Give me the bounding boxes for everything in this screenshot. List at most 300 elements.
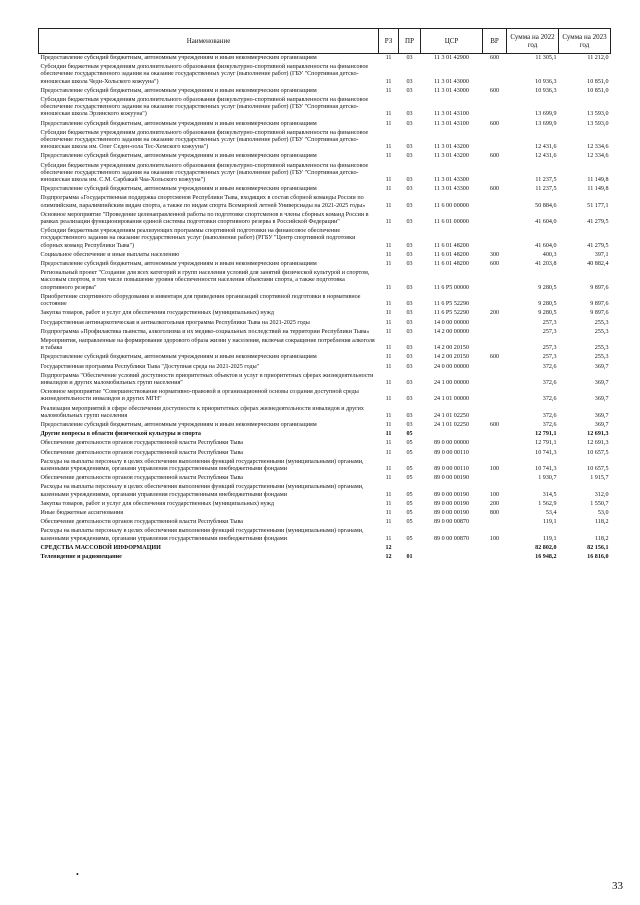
row-sum-2022: 119,1 bbox=[543, 519, 557, 526]
row-sum-2023: 255,3 bbox=[594, 319, 609, 326]
row-csr: 11 3 01 43100 bbox=[434, 111, 469, 118]
table-row bbox=[39, 227, 611, 251]
row-vr bbox=[483, 372, 507, 388]
row-sum-2022: 10 741,3 bbox=[535, 465, 557, 472]
row-vr: 600 bbox=[489, 421, 500, 428]
row-sum-2023: 369,7 bbox=[594, 396, 609, 403]
table-row bbox=[39, 527, 611, 543]
row-csr: 24 1 01 00000 bbox=[433, 396, 470, 403]
row-csr: 11 6 P5 52290 bbox=[433, 301, 470, 308]
row-rz: 11 bbox=[385, 412, 392, 419]
row-name: Предоставление субсидий бюджетным, автономным учреждениям и иным некоммерческим организациям bbox=[40, 153, 317, 160]
row-sum-2023: 1 550,7 bbox=[590, 500, 609, 507]
row-pr bbox=[399, 544, 421, 553]
row-sum-2023: 397,1 bbox=[594, 251, 609, 258]
row-rz: 11 bbox=[385, 120, 392, 127]
row-csr: 11 6 01 48200 bbox=[434, 251, 469, 258]
row-vr: 800 bbox=[489, 509, 500, 516]
row-rz: 11 bbox=[385, 251, 392, 258]
row-vr bbox=[483, 518, 507, 527]
row-sum-2023: 82 156,1 bbox=[587, 544, 609, 551]
row-name: Социальное обеспечение и иные выплаты населению bbox=[40, 251, 180, 258]
table-body bbox=[39, 54, 611, 563]
row-rz: 11 bbox=[385, 354, 392, 361]
row-name: Расходы на выплаты персоналу в целях обеспечения выполнения функций государственными (муниципальными) органами, казенными учреждениями, органами управления государственными внебюджетными фондами bbox=[40, 458, 364, 472]
row-csr: 89 0 00 00190 bbox=[433, 491, 470, 498]
row-pr: 03 bbox=[406, 242, 413, 249]
row-pr: 03 bbox=[406, 328, 413, 335]
row-csr: 11 6 01 48200 bbox=[434, 261, 469, 268]
table-row bbox=[39, 439, 611, 448]
row-vr: 600 bbox=[489, 186, 500, 193]
row-csr: 24 1 01 02250 bbox=[433, 421, 470, 428]
row-vr bbox=[483, 129, 507, 153]
row-rz: 11 bbox=[385, 177, 392, 184]
table-row bbox=[39, 120, 611, 129]
row-sum-2023: 369,7 bbox=[594, 421, 609, 428]
row-sum-2022: 314,5 bbox=[542, 491, 557, 498]
row-rz: 11 bbox=[385, 535, 392, 542]
row-vr bbox=[483, 337, 507, 353]
header-name: Наименование bbox=[39, 29, 379, 54]
row-name: Реализация мероприятий в сфере обеспечения доступности к приоритетных сферах жизнедеятельности инвалидов и других маломобильных групп населения bbox=[40, 405, 364, 419]
row-rz: 11 bbox=[385, 500, 392, 507]
row-sum-2022: 53,4 bbox=[545, 509, 557, 516]
row-pr: 05 bbox=[406, 475, 413, 482]
row-vr bbox=[483, 319, 507, 328]
table-row bbox=[39, 87, 611, 96]
row-name: Закупка товаров, работ и услуг для обеспечения государственных (муниципальных) нужд bbox=[40, 500, 274, 507]
row-name: Государственная антинаркотическая и антиалкогольная программа Республики Тыва на 2021-2025 годы bbox=[40, 319, 310, 326]
table-row bbox=[39, 319, 611, 328]
row-pr: 03 bbox=[406, 78, 413, 85]
row-pr: 05 bbox=[406, 535, 413, 542]
row-vr bbox=[483, 227, 507, 251]
row-sum-2023: 369,7 bbox=[594, 379, 609, 386]
row-pr: 05 bbox=[406, 500, 413, 507]
row-sum-2023: 369,7 bbox=[594, 363, 609, 370]
table-row bbox=[39, 293, 611, 309]
row-pr: 03 bbox=[406, 202, 413, 209]
row-csr: 24 0 00 00000 bbox=[433, 363, 470, 370]
row-sum-2022: 257,3 bbox=[542, 319, 557, 326]
row-name: Региональный проект "Создание для всех категорий и групп населения условий для занятий физической культурой и спортом, массовым спортом, в том числе повышение уровня обеспеченности населения объектами спорта, а также подготовка спортивного резерва" bbox=[40, 270, 370, 291]
row-pr: 05 bbox=[406, 440, 413, 447]
row-csr: 11 3 01 43200 bbox=[434, 144, 469, 151]
row-csr: 89 0 00 00190 bbox=[433, 500, 470, 507]
row-csr bbox=[421, 430, 483, 439]
table-row bbox=[39, 372, 611, 388]
row-sum-2022: 12 791,1 bbox=[535, 440, 557, 447]
row-sum-2023: 255,3 bbox=[594, 345, 609, 352]
row-sum-2022: 400,3 bbox=[542, 251, 557, 258]
table-row bbox=[39, 430, 611, 439]
row-pr: 03 bbox=[406, 153, 413, 160]
row-sum-2023: 10 657,5 bbox=[587, 449, 609, 456]
row-name: Предоставление субсидий бюджетным, автономным учреждениям и иным некоммерческим организациям bbox=[40, 421, 317, 428]
table-row bbox=[39, 363, 611, 372]
row-rz: 11 bbox=[385, 475, 392, 482]
row-sum-2023: 11 149,8 bbox=[587, 177, 609, 184]
row-rz: 11 bbox=[385, 519, 392, 526]
row-vr: 200 bbox=[489, 310, 500, 317]
row-csr: 14 2 00 20150 bbox=[433, 354, 470, 361]
row-vr bbox=[483, 293, 507, 309]
row-pr: 03 bbox=[406, 319, 413, 326]
row-sum-2022: 119,1 bbox=[543, 535, 557, 542]
row-sum-2022: 372,6 bbox=[542, 421, 557, 428]
row-name: Подпрограмма "Обеспечение условий доступности приоритетных объектов и услуг в приоритетных сферах жизнедеятельности инвалидов и других маломобильных групп населения" bbox=[40, 372, 374, 386]
table-row bbox=[39, 194, 611, 210]
row-sum-2023: 118,2 bbox=[595, 535, 609, 542]
row-rz: 11 bbox=[385, 144, 392, 151]
table-row bbox=[39, 129, 611, 153]
row-sum-2023: 10 851,0 bbox=[587, 78, 609, 85]
row-rz: 12 bbox=[385, 553, 392, 560]
row-vr bbox=[483, 449, 507, 458]
table-row bbox=[39, 544, 611, 553]
row-csr: 89 0 00 00870 bbox=[433, 535, 470, 542]
row-sum-2023: 10 851,0 bbox=[587, 87, 609, 94]
table-header-row bbox=[39, 29, 611, 54]
table-row bbox=[39, 251, 611, 260]
row-sum-2022: 12 431,6 bbox=[535, 153, 557, 160]
row-sum-2023: 312,0 bbox=[594, 491, 609, 498]
row-rz: 11 bbox=[385, 186, 392, 193]
row-csr: 11 3 01 43000 bbox=[434, 87, 469, 94]
row-vr bbox=[483, 328, 507, 337]
row-sum-2022: 13 699,9 bbox=[535, 120, 557, 127]
row-pr: 03 bbox=[406, 421, 413, 428]
header-sum-2023: Сумма на 2023 год bbox=[559, 29, 611, 54]
row-rz: 11 bbox=[385, 440, 392, 447]
row-name: Закупка товаров, работ и услуг для обеспечения государственных (муниципальных) нужд bbox=[40, 310, 274, 317]
table-row bbox=[39, 162, 611, 186]
row-vr bbox=[483, 63, 507, 87]
table-row bbox=[39, 388, 611, 404]
row-pr: 01 bbox=[406, 553, 413, 560]
row-vr bbox=[483, 194, 507, 210]
row-pr: 05 bbox=[406, 449, 413, 456]
row-vr: 600 bbox=[489, 153, 500, 160]
row-sum-2022: 10 741,3 bbox=[535, 449, 557, 456]
row-sum-2023: 9 897,6 bbox=[590, 284, 609, 291]
row-csr: 89 0 00 00110 bbox=[434, 449, 469, 456]
row-name: Другие вопросы в области физической культуры и спорта bbox=[40, 431, 201, 438]
row-sum-2022: 9 280,5 bbox=[538, 310, 557, 317]
row-pr: 05 bbox=[406, 509, 413, 516]
row-sum-2023: 9 897,6 bbox=[590, 301, 609, 308]
row-sum-2023: 12 691,3 bbox=[587, 431, 609, 438]
row-sum-2023: 9 897,6 bbox=[590, 310, 609, 317]
row-pr: 03 bbox=[406, 284, 413, 291]
row-pr: 03 bbox=[406, 87, 413, 94]
row-pr: 03 bbox=[406, 379, 413, 386]
row-sum-2022: 11 305,1 bbox=[535, 55, 557, 61]
row-sum-2022: 372,6 bbox=[542, 363, 557, 370]
row-rz: 11 bbox=[385, 363, 392, 370]
table-row bbox=[39, 328, 611, 337]
row-vr bbox=[483, 439, 507, 448]
row-pr: 05 bbox=[406, 491, 413, 498]
row-sum-2022: 13 699,9 bbox=[535, 111, 557, 118]
row-name: Иные бюджетные ассигнования bbox=[40, 509, 124, 516]
row-rz: 11 bbox=[385, 219, 392, 226]
row-pr: 03 bbox=[406, 120, 413, 127]
row-rz: 11 bbox=[385, 491, 392, 498]
row-name: Основное мероприятие "Совершенствование нормативно-правовой и организационной основы создания доступной среды жизнедеятельности инвалидов и других МГН" bbox=[40, 389, 359, 403]
row-sum-2022: 257,3 bbox=[542, 354, 557, 361]
row-rz: 11 bbox=[385, 379, 392, 386]
row-name: Предоставление субсидий бюджетным, автономным учреждениям и иным некоммерческим организациям bbox=[40, 354, 317, 361]
row-sum-2023: 10 657,5 bbox=[587, 465, 609, 472]
row-csr: 89 0 00 00190 bbox=[433, 475, 470, 482]
row-csr: 24 1 00 00000 bbox=[433, 379, 470, 386]
row-rz: 11 bbox=[385, 328, 392, 335]
row-csr: 11 3 01 43300 bbox=[434, 186, 469, 193]
row-pr: 03 bbox=[406, 251, 413, 258]
row-vr bbox=[483, 363, 507, 372]
row-pr: 03 bbox=[406, 301, 413, 308]
row-csr: 11 3 01 43100 bbox=[434, 120, 469, 127]
row-rz: 11 bbox=[385, 421, 392, 428]
row-vr bbox=[483, 430, 507, 439]
row-vr bbox=[483, 553, 507, 562]
row-rz: 11 bbox=[385, 87, 392, 94]
row-sum-2022: 41 604,0 bbox=[535, 242, 557, 249]
row-sum-2022: 50 884,6 bbox=[535, 202, 557, 209]
table-row bbox=[39, 211, 611, 227]
row-csr: 11 3 01 43300 bbox=[434, 177, 469, 184]
row-name: СРЕДСТВА МАССОВОЙ ИНФОРМАЦИИ bbox=[40, 544, 161, 551]
row-pr: 03 bbox=[406, 363, 413, 370]
row-name: Субсидии бюджетным учреждениям дополнительного образования физкультурно-спортивной направленности на финансовое обеспечение государственного задания на оказание государственных услуг (выполнение работ) (ГБУ "Спортивная детско-юношеская школа им. Олег Седен-оола Тес-Хемского кожууна") bbox=[40, 129, 369, 151]
row-vr: 100 bbox=[489, 491, 500, 498]
row-sum-2022: 12 791,1 bbox=[535, 431, 557, 438]
row-vr: 100 bbox=[489, 535, 500, 542]
page-number: 33 bbox=[612, 880, 623, 892]
row-csr: 89 0 00 00110 bbox=[434, 465, 469, 472]
row-sum-2023: 1 915,7 bbox=[590, 475, 609, 482]
header-csr: ЦСР bbox=[421, 29, 483, 54]
row-pr: 03 bbox=[406, 177, 413, 184]
row-rz: 11 bbox=[385, 431, 392, 438]
row-rz: 11 bbox=[385, 242, 392, 249]
row-sum-2022: 9 280,5 bbox=[538, 301, 557, 308]
row-vr: 600 bbox=[489, 261, 500, 268]
table-row bbox=[39, 63, 611, 87]
row-rz: 11 bbox=[385, 261, 392, 268]
row-pr: 05 bbox=[406, 465, 413, 472]
row-vr: 200 bbox=[489, 500, 500, 507]
budget-table-sheet bbox=[38, 28, 610, 562]
row-rz: 11 bbox=[385, 153, 392, 160]
row-sum-2023: 118,2 bbox=[595, 519, 609, 526]
row-csr: 11 3 01 42900 bbox=[434, 55, 469, 61]
row-csr: 11 3 01 43000 bbox=[434, 78, 469, 85]
row-name: Обеспечение деятельности органов государственной власти Республики Тыва bbox=[40, 475, 243, 482]
row-sum-2022: 10 936,3 bbox=[535, 78, 557, 85]
row-csr: 11 3 01 43200 bbox=[434, 153, 469, 160]
row-sum-2022: 16 948,2 bbox=[535, 553, 557, 560]
table-row bbox=[39, 509, 611, 518]
table-row bbox=[39, 353, 611, 362]
row-sum-2022: 41 604,0 bbox=[535, 219, 557, 226]
header-vr: ВР bbox=[483, 29, 507, 54]
row-vr: 600 bbox=[489, 87, 500, 94]
table-row bbox=[39, 260, 611, 269]
row-vr bbox=[483, 162, 507, 186]
row-rz: 11 bbox=[385, 465, 392, 472]
row-pr: 03 bbox=[406, 144, 413, 151]
row-sum-2022: 372,6 bbox=[542, 412, 557, 419]
row-rz: 11 bbox=[385, 310, 392, 317]
header-sum-2022: Сумма на 2022 год bbox=[507, 29, 559, 54]
row-sum-2023: 41 279,5 bbox=[587, 219, 609, 226]
row-rz: 11 bbox=[385, 202, 392, 209]
row-vr bbox=[483, 405, 507, 421]
row-vr: 600 bbox=[489, 55, 500, 61]
row-sum-2022: 82 802,0 bbox=[535, 544, 557, 551]
row-vr: 100 bbox=[489, 465, 500, 472]
row-sum-2022: 41 203,8 bbox=[535, 261, 557, 268]
margin-mark: • bbox=[76, 870, 79, 879]
row-sum-2023: 369,7 bbox=[594, 412, 609, 419]
table-row bbox=[39, 553, 611, 562]
row-sum-2022: 12 431,6 bbox=[535, 144, 557, 151]
row-rz: 11 bbox=[385, 55, 392, 61]
row-sum-2023: 12 334,6 bbox=[587, 144, 609, 151]
row-sum-2022: 11 237,5 bbox=[535, 186, 557, 193]
row-name: Мероприятия, направленные на формирование здорового образа жизни у населения, включая сокращение потребления алкоголя и табака bbox=[40, 337, 375, 352]
row-vr bbox=[483, 388, 507, 404]
table-row bbox=[39, 309, 611, 318]
row-sum-2023: 13 593,0 bbox=[587, 111, 609, 118]
row-vr bbox=[483, 211, 507, 227]
row-csr: 14 2 00 20150 bbox=[433, 345, 470, 352]
row-csr bbox=[421, 553, 483, 562]
row-pr: 03 bbox=[406, 354, 413, 361]
row-name: Субсидии бюджетным учреждениям дополнительного образования физкультурно-спортивной направленности на финансовое обеспечение государственного задания на оказание государственных услуг (выполнение работ) (ГБУ "Спортивная детско-юношеская школа им. С.М. Сарбакай Чаа-Хольского кожууна") bbox=[40, 162, 369, 184]
row-sum-2023: 16 816,0 bbox=[587, 553, 609, 560]
row-name: Предоставление субсидий бюджетным, автономным учреждениям и иным некоммерческим организациям bbox=[40, 55, 317, 61]
row-csr: 11 6 01 00000 bbox=[434, 219, 469, 226]
row-name: Субсидии бюджетным учреждениям дополнительного образования физкультурно-спортивной направленности на финансовое обеспечение государственного задания на оказание государственных услуг (выполнение работ) (ГБУ "Спортивная детско-юношеская школа Эрзинского кожууна") bbox=[40, 97, 369, 118]
table-row bbox=[39, 483, 611, 499]
row-rz: 11 bbox=[385, 111, 392, 118]
row-csr: 11 6 01 48200 bbox=[434, 242, 469, 249]
row-vr: 600 bbox=[489, 120, 500, 127]
table-row bbox=[39, 449, 611, 458]
table-row bbox=[39, 337, 611, 353]
row-csr: 24 1 01 02250 bbox=[433, 412, 470, 419]
row-pr: 03 bbox=[406, 310, 413, 317]
row-csr: 11 6 P5 52290 bbox=[433, 310, 470, 317]
row-name: Обеспечение деятельности органов государственной власти Республики Тыва bbox=[40, 519, 243, 526]
table-row bbox=[39, 185, 611, 194]
row-rz: 11 bbox=[385, 449, 392, 456]
row-csr: 89 0 00 00000 bbox=[433, 440, 470, 447]
table-row bbox=[39, 54, 611, 64]
table-row bbox=[39, 152, 611, 161]
row-pr: 05 bbox=[406, 431, 413, 438]
row-sum-2023: 53,0 bbox=[597, 509, 609, 516]
row-rz: 11 bbox=[385, 396, 392, 403]
row-csr: 89 0 00 00190 bbox=[433, 509, 470, 516]
row-name: Приобретение спортивного оборудования и инвентаря для приведения организаций спортивной подготовки в нормативное состояние bbox=[40, 293, 361, 308]
row-sum-2023: 13 593,0 bbox=[587, 120, 609, 127]
row-name: Обеспечение деятельности органов государственной власти Республики Тыва bbox=[40, 449, 243, 456]
row-vr bbox=[483, 544, 507, 553]
row-sum-2023: 255,3 bbox=[594, 354, 609, 361]
row-sum-2022: 10 936,3 bbox=[535, 87, 557, 94]
row-sum-2023: 11 149,8 bbox=[587, 186, 609, 193]
row-name: Основное мероприятие "Проведение целенаправленной работы по подготовке спортсменов в члены сборных команд России в рамках реализации функционирования единой системы подготовки спортивного резерва в Российской Федерации" bbox=[40, 211, 369, 226]
row-pr: 05 bbox=[406, 519, 413, 526]
row-rz: 11 bbox=[385, 284, 392, 291]
row-sum-2022: 11 237,5 bbox=[535, 177, 557, 184]
row-sum-2023: 11 212,0 bbox=[587, 55, 609, 61]
row-pr: 03 bbox=[406, 345, 413, 352]
row-name: Предоставление субсидий бюджетным, автономным учреждениям и иным некоммерческим организациям bbox=[40, 120, 317, 127]
row-name: Предоставление субсидий бюджетным, автономным учреждениям и иным некоммерческим организациям bbox=[40, 261, 317, 268]
row-name: Телевидение и радиовещание bbox=[40, 553, 122, 560]
row-csr: 89 0 00 00870 bbox=[433, 519, 470, 526]
row-sum-2022: 1 562,9 bbox=[538, 500, 557, 507]
row-rz: 11 bbox=[385, 319, 392, 326]
row-pr: 03 bbox=[406, 186, 413, 193]
row-sum-2022: 9 280,5 bbox=[538, 284, 557, 291]
row-vr bbox=[483, 269, 507, 293]
table-row bbox=[39, 518, 611, 527]
row-sum-2022: 372,6 bbox=[542, 379, 557, 386]
row-csr: 11 6 00 00000 bbox=[434, 202, 469, 209]
row-rz: 11 bbox=[385, 345, 392, 352]
table-row bbox=[39, 458, 611, 474]
row-csr: 11 6 P5 00000 bbox=[433, 284, 470, 291]
table-row bbox=[39, 474, 611, 483]
row-pr: 03 bbox=[406, 111, 413, 118]
row-vr bbox=[483, 474, 507, 483]
row-pr: 03 bbox=[406, 55, 413, 61]
row-name: Субсидии бюджетным учреждениям реализующих программы спортивной подготовки на финансовое обеспечение государственного задания на оказание государственных услуг (выполнение работ) (РГБУ "Центр спортивной подготовки сборных команд Республики Тыва") bbox=[40, 228, 356, 249]
row-csr: 14 0 00 00000 bbox=[433, 319, 470, 326]
header-pr: ПР bbox=[399, 29, 421, 54]
row-rz: 11 bbox=[385, 301, 392, 308]
row-sum-2023: 41 279,5 bbox=[587, 242, 609, 249]
row-vr: 600 bbox=[489, 354, 500, 361]
row-sum-2022: 257,3 bbox=[542, 345, 557, 352]
row-pr: 03 bbox=[406, 261, 413, 268]
row-name: Предоставление субсидий бюджетным, автономным учреждениям и иным некоммерческим организациям bbox=[40, 87, 317, 94]
row-name: Расходы на выплаты персоналу в целях обеспечения выполнения функций государственными (муниципальными) органами, казенными учреждениями, органами управления государственными внебюджетными фондами bbox=[40, 528, 364, 542]
row-name: Подпрограмма «Профилактика пьянства, алкоголизма и их медико-социальных последствий на территории Республики Тыва» bbox=[40, 328, 370, 335]
row-rz: 12 bbox=[385, 544, 392, 551]
row-pr: 03 bbox=[406, 412, 413, 419]
row-csr bbox=[421, 544, 483, 553]
row-name: Субсидии бюджетным учреждениям дополнительного образования физкультурно-спортивной направленности на финансовое обеспечение государственного задания на оказание государственных услуг (выполнение работ) (ГБУ "Спортивная детско-юношеская школа Чеди-Хольского кожууна") bbox=[40, 64, 369, 85]
table-row bbox=[39, 269, 611, 293]
row-pr: 03 bbox=[406, 396, 413, 403]
row-name: Государственная программа Республики Тыва "Доступная среда на 2021-2025 годы" bbox=[40, 363, 260, 370]
table-row bbox=[39, 500, 611, 509]
header-rz: РЗ bbox=[379, 29, 399, 54]
row-rz: 11 bbox=[385, 78, 392, 85]
row-name: Предоставление субсидий бюджетным, автономным учреждениям и иным некоммерческим организациям bbox=[40, 186, 317, 193]
row-vr bbox=[483, 96, 507, 120]
row-csr: 14 2 00 00000 bbox=[433, 328, 470, 335]
row-sum-2022: 1 930,7 bbox=[538, 475, 557, 482]
